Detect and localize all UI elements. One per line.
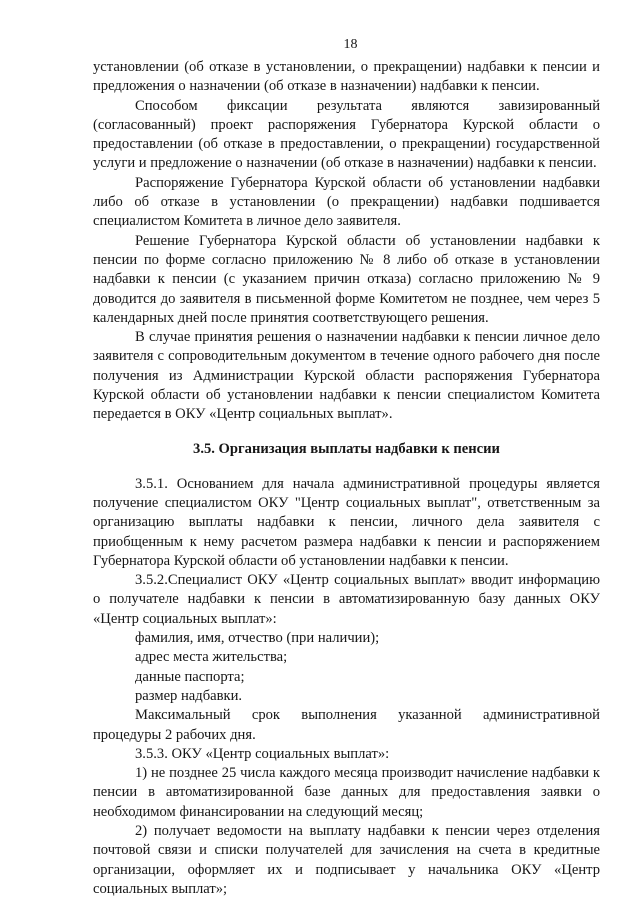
list-item: адрес места жительства; <box>135 649 288 666</box>
paragraph: 3.5.1. Основанием для начала административной процедуры является получение специалистом ОКУ "Центр социальных выплат", ответственным за организацию выплаты надбавки к пенсии, личного дела заявителя с приобщенным к нему расчетом размера надбавки к пенсии и распоряжением Губернатора Курской области об установлении надбавки к пенсии. <box>93 475 600 569</box>
page-number: 18 <box>343 37 358 52</box>
paragraph: Способом фиксации результата являются завизированный (согласованный) проект распоряжения Губернатора Курской области о предоставлении (об отказе в предоставлении, о прекращении) государственной услуги и предложение о назначении (об отказе в назначении) надбавки к пенсии. <box>93 97 600 172</box>
paragraph: 1) не позднее 25 числа каждого месяца производит начисление надбавки к пенсии в автоматизированной базе данных для предоставления заявки о необходимом финансировании на следующий месяц; <box>93 765 600 820</box>
paragraph: 3.5.3. ОКУ «Центр социальных выплат»: <box>135 745 390 762</box>
paragraph: Максимальный срок выполнения указанной административной процедуры 2 рабочих дня. <box>93 707 600 743</box>
paragraph: 3.5.2.Специалист ОКУ «Центр социальных выплат» вводит информацию о получателе надбавки к пенсии в автоматизированную базу данных ОКУ «Центр социальных выплат»: <box>93 572 600 627</box>
list-item: фамилия, имя, отчество (при наличии); <box>135 630 380 647</box>
section-heading: 3.5. Организация выплаты надбавки к пенсии <box>193 440 500 457</box>
paragraph: В случае принятия решения о назначении надбавки к пенсии личное дело заявителя с сопроводительным документом в течение одного рабочего дня после получения из Администрации Курской области распоряжения Губернатора Курской области об установлении надбавки к пенсии специалистом Комитета передается в ОКУ «Центр социальных выплат». <box>93 329 600 423</box>
list-item: размер надбавки. <box>135 687 243 704</box>
paragraph: 2) получает ведомости на выплату надбавки к пенсии через отделения почтовой связи и списки получателей для зачисления на счета в кредитные организации, оформляет их и подписывает у начальника ОКУ «Центр социальных выплат»; <box>93 822 600 897</box>
paragraph: Решение Губернатора Курской области об установлении надбавки к пенсии по форме согласно приложению № 8 либо об отказе в установлении надбавки к пенсии (с указанием причин отказа) согласно приложению № 9 доводится до заявителя в письменной форме Комитетом не позднее, чем через 5 календарных дней после принятия соответствующего решения. <box>93 232 600 326</box>
paragraph: установлении (об отказе в установлении, о прекращении) надбавки к пенсии и предложения о назначении (об отказе в назначении) надбавки к пенсии. <box>93 59 600 95</box>
paragraph: Распоряжение Губернатора Курской области об установлении надбавки либо об отказе в установлении (о прекращении) надбавки подшивается специалистом Комитета в личное дело заявителя. <box>93 174 600 230</box>
list-item: данные паспорта; <box>135 668 245 685</box>
